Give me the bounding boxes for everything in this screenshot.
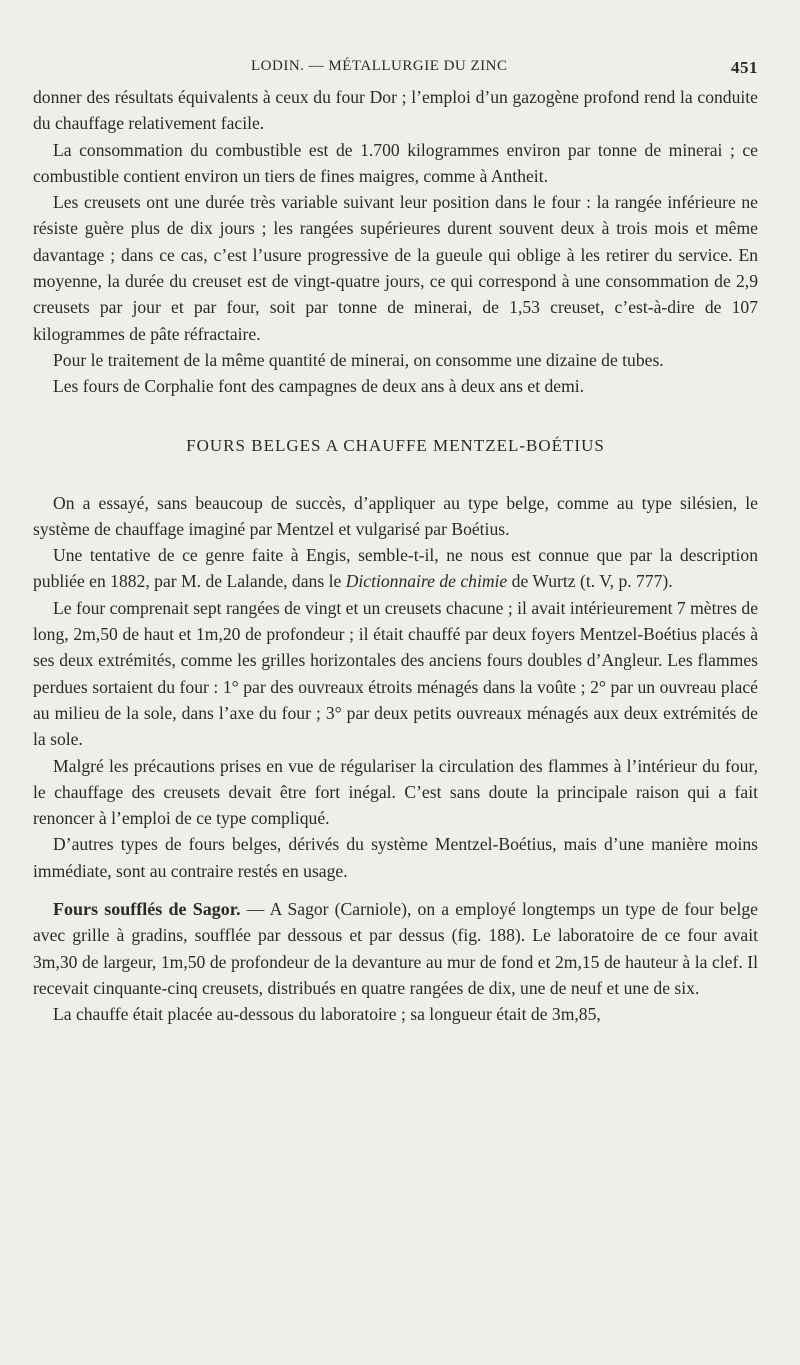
paragraph: donner des résultats équivalents à ceux du four Dor ; l’emploi d’un gazogène profond rend la conduite du chauffage relativement facile. [33,87,758,134]
text-run: Une tentative de ce genre faite à Engis, semble-t-il, ne nous est connue que par la description publiée en 1882, par M. de Lalande, dans le [33,545,758,592]
paragraph: On a essayé, sans beaucoup de succès, d’appliquer au type belge, comme au type silésien, le système de chauffage imaginé par Mentzel et vulgarisé par Boétius. [33,492,758,539]
running-head-title: LODIN. — MÉTALLURGIE DU ZINC [251,58,508,74]
text-run: — A Sagor (Carniole), on a employé longtemps un type de four belge avec grille à gradins, soufflée par dessous et par dessus (fig. 188). Le laboratoire de ce four avait 3m,30 de largeur, 1m,50 de profondeur de la devanture au mur de fond et 2m,15 de hauteur à la clef. Il recevait cinquante-cinq creusets, distribués en quatre rangées de dix, une de neuf et une de six. [33,899,758,998]
italic-title: Dictionnaire de chimie [345,571,508,592]
run-in-heading: Fours soufflés de Sagor. [53,899,241,920]
paragraph: La chauffe était placée au-dessous du laboratoire ; sa longueur était de 3m,85, [53,1004,601,1025]
paragraph [33,542,758,595]
book-page [33,58,758,1028]
paragraph: Les creusets ont une durée très variable suivant leur position dans le four : la rangée inférieure ne résiste guère plus de dix jours ; les rangées supérieures durent souvent deux à trois mois et même davantage ; dans ce cas, c’est l’usure progressive de la gueule qui oblige à les retirer du service. En moyenne, la durée du creuset est de vingt-quatre jours, ce qui correspond à une consommation de 2,9 creusets par jour et par four, soit par tonne de minerai, de 1,53 creuset, c’est-à-dire de 107 kilogrammes de pâte réfractaire. [33,192,758,344]
paragraph: Le four comprenait sept rangées de vingt et un creusets chacune ; il avait intérieurement 7 mètres de long, 2m,50 de haut et 1m,20 de profondeur ; il était chauffé par deux foyers Mentzel-Boétius placés à ses deux extrémités, comme les grilles horizontales des anciens fours doubles d’Angleur. Les flammes perdues sortaient du four : 1° par des ouvreaux étroits ménagés dans la voûte ; 2° par un ouvreau placé au milieu de la sole, dans l’axe du four ; 3° par deux petits ouvreaux ménagés aux deux extrémités de la sole. [33,597,758,750]
paragraph: D’autres types de fours belges, dérivés du système Mentzel-Boétius, mais d’une manière moins immédiate, sont au contraire restés en usage. [33,834,758,881]
page-number: 451 [731,58,758,77]
paragraph [33,896,758,1001]
paragraph: La consommation du combustible est de 1.700 kilogrammes environ par tonne de minerai ; ce combustible contient environ un tiers de fines maigres, comme à Antheit. [33,139,758,186]
paragraph: Malgré les précautions prises en vue de régulariser la circulation des flammes à l’intérieur du four, le chauffage des creusets devait être fort inégal. C’est sans doute la principale raison qui a fait renoncer à l’emploi de ce type compliqué. [33,755,758,829]
section-heading: FOURS BELGES A CHAUFFE MENTZEL-BOÉTIUS [186,435,605,455]
running-head [33,58,758,84]
text-run: de Wurtz (t. V, p. 777). [507,571,673,592]
paragraph: Pour le traitement de la même quantité de minerai, on consomme une dizaine de tubes. [53,349,664,370]
paragraph: Les fours de Corphalie font des campagnes de deux ans à deux ans et demi. [53,376,585,397]
